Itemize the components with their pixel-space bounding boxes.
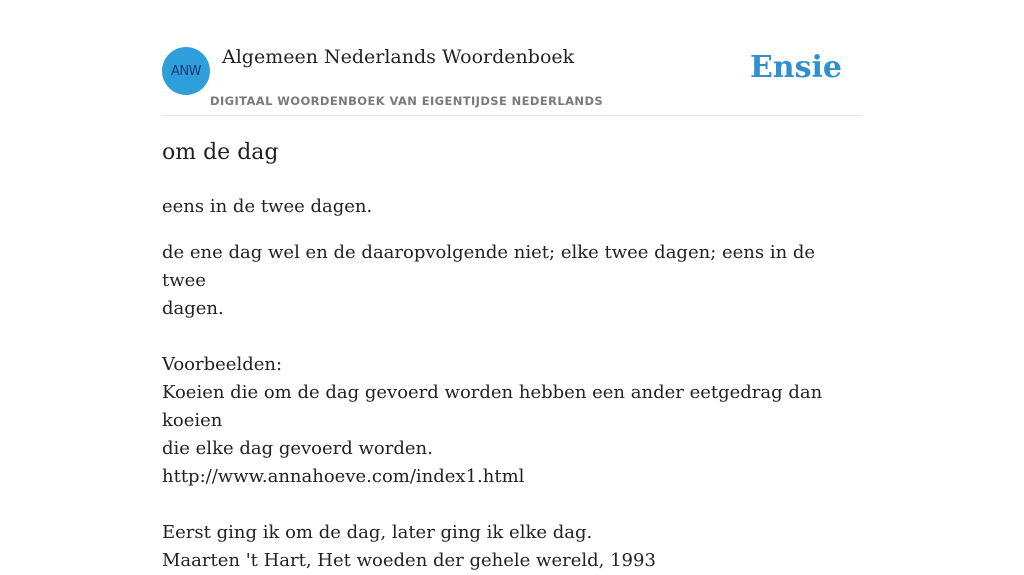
example-text: die elke dag gevoerd worden. — [162, 438, 433, 459]
example-source: http://www.annahoeve.com/index1.html — [162, 466, 525, 487]
anw-logo[interactable] — [162, 47, 210, 95]
example-source: Maarten 't Hart, Het woeden der gehele wereld, 1993 — [162, 550, 656, 571]
anw-logo-text: ANW — [171, 63, 201, 79]
example-text: Eerst ging ik om de dag, later ging ik elke dag. — [162, 522, 593, 543]
spacer — [162, 491, 862, 519]
ensie-brand-link[interactable]: Ensie — [749, 50, 842, 85]
long-definition — [162, 239, 862, 575]
site-title[interactable]: Algemeen Nederlands Woordenboek — [222, 46, 575, 68]
page-container — [162, 0, 862, 571]
entry-title: om de dag — [162, 140, 279, 165]
examples-label: Voorbeelden: — [162, 354, 283, 375]
definition-line: de ene dag wel en de daaropvolgende niet; elke twee dagen; eens in de twee — [162, 242, 816, 291]
spacer — [162, 323, 862, 351]
short-definition: eens in de twee dagen. — [162, 196, 373, 217]
example-text: Koeien die om de dag gevoerd worden hebben een ander eetgedrag dan koeien — [162, 382, 823, 431]
definition-line: dagen. — [162, 298, 224, 319]
site-header — [162, 0, 862, 116]
site-subtitle: DIGITAAL WOORDENBOEK VAN EIGENTIJDSE NEDERLANDS — [210, 94, 604, 108]
